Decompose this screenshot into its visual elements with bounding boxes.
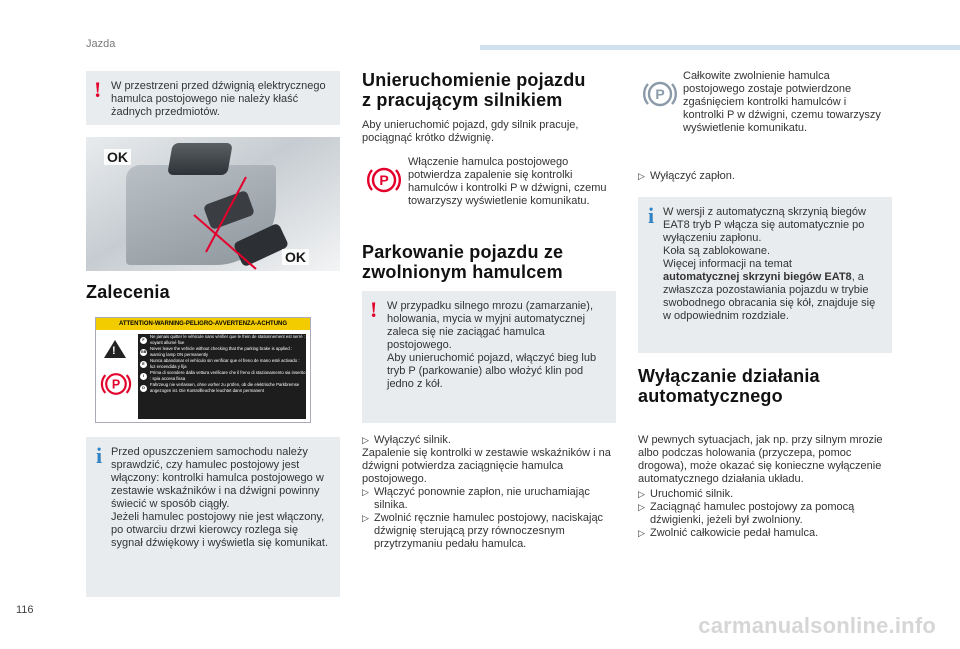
svg-text:P: P [655, 86, 665, 102]
immobilise-intro: Aby unieruchomić pojazd, gdy silnik pracuje, pociągnąć krótko dźwignię. [362, 119, 579, 144]
arrow-icon: ▷ [362, 435, 369, 445]
header-bar [480, 45, 960, 50]
ok-label-top: OK [104, 149, 131, 165]
list-item: ▷ Wyłączyć zapłon. [638, 170, 735, 182]
sticker-header: ATTENTION-WARNING-PELIGRO-AVVERTENZA-ACHTUNG [96, 318, 310, 330]
list-item: ▷ Zwolnić ręcznie hamulec postojowy, naciskając dźwignię sterującą przy równoczesnym przytrzymaniu pedału hamulca. [362, 512, 604, 550]
ignition-off-step [638, 170, 888, 183]
svg-text:P: P [379, 172, 389, 188]
arrow-icon: ▷ [638, 502, 645, 512]
arrow-icon: ▷ [362, 487, 369, 497]
arrow-icon: ▷ [638, 171, 645, 181]
svg-text:P: P [111, 377, 121, 392]
parking-brake-icon [100, 368, 132, 400]
warning-sticker [95, 317, 311, 423]
sticker-row: I Prima di scendere dalla vettura verificare che il freno di stazionamento sia inserito : spia accesa fissa [138, 370, 306, 382]
list-item: ▷ Zwolnić całkowicie pedał hamulca. [638, 527, 819, 539]
parking-brake-red-icon [366, 162, 402, 198]
watermark: carmanualsonline.info [698, 613, 936, 638]
parking-brake-grey-icon [642, 76, 678, 112]
warning-text: W przypadku silnego mrozu (zamarzanie), holowania, mycia w myjni automatycznej zaleca się nie zaciągać hamulca postojowego. Aby unieruchomić pojazd, włączyć bieg lub tryb P (parkowanie) albo włożyć klin pod jedno z kół. [387, 300, 597, 390]
list-item: ▷ Zaciągnąć hamulec postojowy za pomocą dźwigienki, jeżeli był zwolniony. [638, 501, 855, 526]
info-text: W wersji z automatyczną skrzynią biegów EAT8 tryb P włącza się automatycznie po wyłączeniu zapłonu. Koła są zablokowane. Więcej informacji na temat automatycznej skrzyni biegów EAT8, a zwłaszcza pozostawiania pojazdu w trybie swobodnego obracania się kół, znajduje się w odpowiednim rozdziale. [663, 206, 876, 322]
arrow-icon: ▷ [362, 513, 369, 523]
release-steps [362, 434, 616, 551]
ok-label-bottom: OK [282, 249, 309, 265]
disable-auto-steps [638, 488, 888, 540]
list-item: Zapalenie się kontrolki w zestawie wskaźników i na dźwigni potwierdza zaciągnięcie hamulca postojowego. [362, 447, 611, 485]
list-item: ▷ Wyłączyć silnik. [362, 434, 451, 446]
list-item: ▷ Włączyć ponownie zapłon, nie uruchamiając silnika. [362, 486, 590, 511]
parking-brake-photo [86, 137, 340, 271]
info-box-before-leaving [86, 437, 340, 597]
warning-box-objects [86, 71, 340, 125]
sticker-row: F Ne jamais quitter le véhicule sans vérifier que le frein de stationnement est serré : voyant allumé fixe [138, 334, 306, 346]
info-icon: i [96, 443, 103, 468]
section-label: Jazda [86, 38, 116, 50]
section-title-disable-auto: Wyłączanie działania automatycznego [638, 366, 820, 406]
info-text: Przed opuszczeniem samochodu należy sprawdzić, czy hamulec postojowy jest włączony: kontrolki hamulca postojowego w zestawie wskaźników i na dźwigni powinny świecić w sposób ciągły. Jeżeli hamulec postojowy nie jest włączony, po otwarciu drzwi kierowcy rozlega się sygnał dźwiękowy i wyświetla się komunikat. [111, 446, 329, 549]
section-title-park-released: Parkowanie pojazdu ze zwolnionym hamulcem [362, 242, 564, 282]
sticker-body [138, 334, 306, 419]
arrow-icon: ▷ [638, 489, 645, 499]
page-number: 116 [16, 604, 34, 616]
warning-text: W przestrzeni przed dźwignią elektrycznego hamulca postojowego nie należy kłaść żadnych przedmiotów. [111, 80, 326, 118]
arrow-icon: ▷ [638, 528, 645, 538]
warning-icon: ! [370, 297, 378, 322]
list-item: ▷ Uruchomić silnik. [638, 488, 734, 500]
info-icon: i [648, 203, 655, 228]
brake-applied-text: Włączenie hamulca postojowego potwierdza zapalenie się kontrolki hamulców i kontrolki P w dźwigni, czemu towarzyszy wyświetlenie komunikatu. [408, 156, 607, 207]
disable-auto-para: W pewnych sytuacjach, jak np. przy silnym mrozie albo podczas holowania (przyczepa, pomoc drogowa), może okazać się konieczne wyłączenie automatycznego działania układu. [638, 434, 883, 485]
section-title-recommendations: Zalecenia [86, 282, 170, 302]
sticker-row: D Fahrzeug nie verlassen, ohne vorher zu prüfen, ob die elektrische Parkbremse angezogen ist. Die Kontrollleuchte leuchtet dann permanent [138, 382, 306, 394]
sticker-row: GB Never leave the vehicle without checking that the parking brake is applied : warning lamp ON permanently [140, 346, 293, 357]
sticker-row: E Nunca abandonar el vehículo sin verificar que el freno de mano esté activado : luz encendida y fija [138, 358, 306, 370]
section-title-immobilise: Unieruchomienie pojazdu z pracującym silnikiem [362, 70, 586, 110]
brake-released-text: Całkowite zwolnienie hamulca postojowego zostaje potwierdzone zgaśnięciem kontrolki hamulców i kontrolki P w dźwigni, czemu towarzyszy wyświetlenie komunikatu. [683, 70, 881, 134]
warning-box-frost [362, 291, 616, 423]
warning-icon: ! [94, 77, 102, 102]
info-box-eat8 [638, 197, 892, 353]
sticker-exclamation-icon: ! [112, 345, 116, 357]
